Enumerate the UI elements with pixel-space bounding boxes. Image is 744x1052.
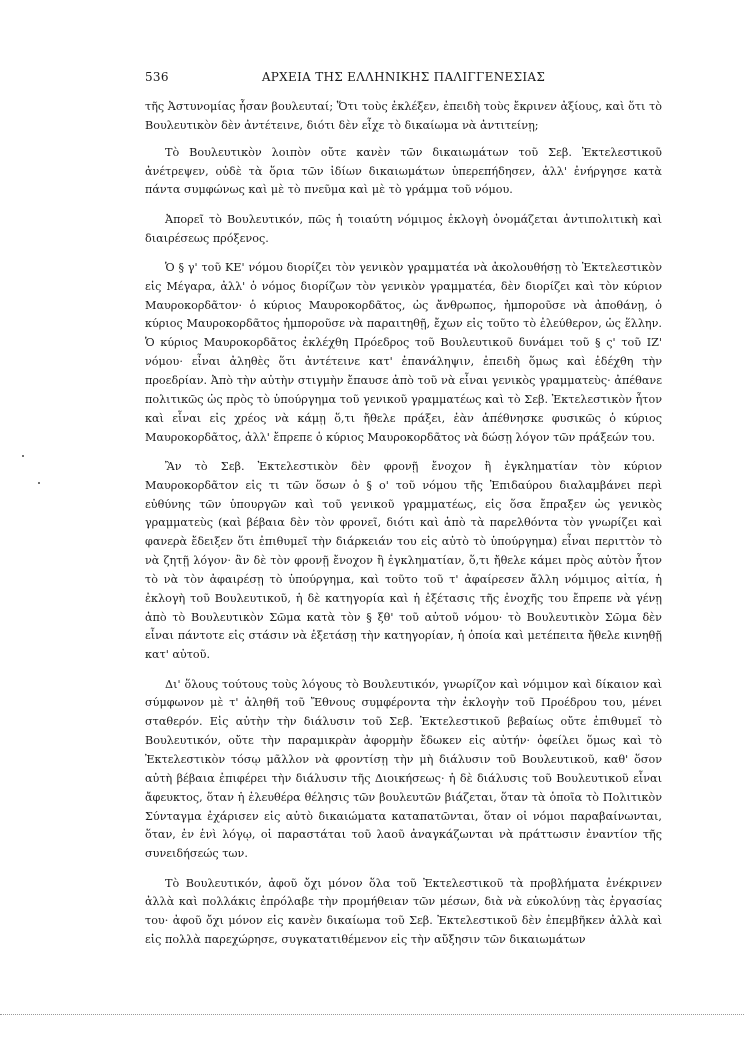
- paragraph-2: Τὸ Βουλευτικὸν λοιπὸν οὔτε κανὲν τῶν δικαιωμάτων τοῦ Σεβ. Ἐκτελεστικοῦ ἀνέτρεψεν, οὐδὲ τὰ ὅρια τῶν ἰδίων δικαιωμάτων ὑπερεπήδησεν, ἀλλ' ἐνήργησε κατὰ πάντα συμφώνως καὶ μὲ τὸ πνεῦμα καὶ μὲ τὸ γράμμα τοῦ νόμου.: [145, 145, 662, 197]
- paragraph-7: Τὸ Βουλευτικόν, ἀφοῦ ὄχι μόνον ὅλα τοῦ Ἐκτελεστικοῦ τὰ προβλήματα ἐνέκρινεν ἀλλὰ καὶ πολλάκις ἐπρόλαβε τὴν προμήθειαν τῶν μέσων, διὰ νὰ εὐκολύνῃ τὰς ἐργασίας του· ἀφοῦ ὄχι μόνον εἰς κανὲν δικαίωμα τοῦ Σεβ. Ἐκτελεστικοῦ δὲν ἐπεμβῆκεν ἀλλὰ καὶ εἰς πολλὰ παρεχώρησε, συγκατατιθέμενον εἰς τὴν αὔξησιν τῶν δικαιωμάτων: [145, 876, 662, 947]
- paragraph-6: Δι' ὅλους τούτους τοὺς λόγους τὸ Βουλευτικόν, γνωρίζον καὶ νόμιμον καὶ δίκαιον καὶ σύμφωνον μὲ τ' ἀληθῆ τοῦ Ἔθνους συμφέροντα τὴν ἐκλογὴν τοῦ Προέδρου του, μένει σταθερόν. Εἰς αὐτὴν τὴν διάλυσιν τοῦ Σεβ. Ἐκτελεστικοῦ βεβαίως οὔτε ἐπιθυμεῖ τὸ Βουλευτικόν, οὔτε τὴν παραμικρὰν ἀφορμὴν ἔδωκεν εἰς αὐτήν· ὀφείλει ὅμως καὶ τὸ Ἐκτελεστικὸν τόσῳ μᾶλλον νὰ φροντίσῃ τὴν μὴ διάλυσιν τοῦ Βουλευτικοῦ, καθ' ὅσον αὐτὴ βέβαια ἐπιφέρει τὴν διάλυσιν τῆς Διοικήσεως· ἡ δὲ διάλυσις τοῦ Βουλευτικοῦ εἶναι ἄφευκτος, ὅταν ἡ ἐλευθέρα θέλησις τῶν βουλευτῶν βιάζεται, ὅταν τὰ ὁποῖα τὸ Πολιτικὸν Σύνταγμα ἐχάρισεν εἰς αὐτὸ δικαιώματα καταπατῶνται, ὅταν οἱ νόμοι παραβαίνωνται, ὅταν, ἐν ἑνὶ λόγῳ, οἱ παραστάται τοῦ λαοῦ ἀναγκάζωνται νὰ πράττωσιν ἐναντίον τῆς συνειδήσεώς των.: [145, 677, 662, 861]
- running-title: ΑΡΧΕΙΑ ΤΗΣ ΕΛΛΗΝΙΚΗΣ ΠΑΛΙΓΓΕΝΕΣΙΑΣ: [261, 70, 546, 84]
- page-number: 536: [145, 70, 169, 84]
- paragraph-1: τῆς Ἀστυνομίας ἦσαν βουλευταί; Ὅτι τοὺς ἐκλέξεν, ἐπειδὴ τοὺς ἔκρινεν ἀξίους, καὶ ὅτι τὸ Βουλευτικὸν δὲν ἀντέτεινε, διότι δὲν εἶχε τὸ δικαίωμα νὰ ἀντιτείνῃ;: [145, 100, 662, 132]
- scan-speck: [38, 482, 40, 484]
- paragraph-4: Ὁ § γ' τοῦ ΚΕ' νόμου διορίζει τὸν γενικὸν γραμματέα νὰ ἀκολουθήσῃ τὸ Ἐκτελεστικὸν εἰς Μέγαρα, ἀλλ' ὁ νόμος διορίζων τὸν γενικὸν γραμματέα, δὲν διορίζει καὶ τὸν κύριον Μαυροκορδᾶτον· ὁ κύριος Μαυροκορδᾶτος, ὡς ἄνθρωπος, ἠμποροῦσε νὰ ἀποθάνῃ, ὁ κύριος Μαυροκορδᾶτος ἠμποροῦσε νὰ παραιτηθῇ, ἔχων εἰς τοῦτο τὸ ἐλεύθερον, ὡς ἕλλην. Ὁ κύριος Μαυροκορδᾶτος ἐκλέχθη Πρόεδρος τοῦ Βουλευτικοῦ δυνάμει τοῦ § ς' τοῦ ΙΖ' νόμου· εἶναι ἀληθὲς ὅτι ἀντέτεινε κατ' ἐπανάληψιν, ἐπειδὴ ὅμως καὶ ἐδέχθη τὴν προεδρίαν. Ἀπὸ τὴν αὐτὴν στιγμὴν ἔπαυσε ἀπὸ τοῦ νὰ εἶναι γενικὸς γραμματεὺς· ἀπέθανε πολιτικῶς ὡς πρὸς τὸ ὑπούργημα τοῦ γενικοῦ γραμματέως καὶ τὸ Σεβ. Ἐκτελεστικὸν ἦτον καὶ εἶναι εἰς χρέος νὰ κάμῃ ὅ,τι ἤθελε πράξει, ἐὰν ἀπέθνησκε φυσικῶς ὁ κύριος Μαυροκορδᾶτος, ἀλλ' ἔπρεπε ὁ κύριος Μαυροκορδᾶτος νὰ δώσῃ λόγον τῶν πράξεών του.: [145, 260, 662, 444]
- scan-speck: [22, 455, 24, 457]
- scan-edge-dotted-line: [0, 1014, 744, 1017]
- page-header: [145, 70, 662, 90]
- paragraph-3: Ἀπορεῖ τὸ Βουλευτικόν, πῶς ἡ τοιαύτη νόμιμος ἐκλογὴ ὀνομάζεται ἀντιπολιτικὴ καὶ διαιρέσεως πρόξενος.: [145, 212, 662, 245]
- paragraph-5: Ἂν τὸ Σεβ. Ἐκτελεστικὸν δὲν φρονῇ ἔνοχον ἢ ἐγκληματίαν τὸν κύριον Μαυροκορδᾶτον εἰς τι τῶν ὅσων ὁ § ο' τοῦ νόμου τῆς Ἐπιδαύρου διαλαμβάνει περὶ εὐθύνης τῶν ὑπουργῶν καὶ τοῦ γενικοῦ γραμματέως, εἰς ὅσα ἔπραξεν ὡς γενικὸς γραμματεὺς (καὶ βέβαια δὲν τὸν φρονεῖ, διότι καὶ ἀπὸ τὰ παρελθόντα τὸν γνωρίζει καὶ φανερὰ ἔδειξεν ὅτι ἐπιθυμεῖ τὴν διάρκειάν του εἰς αὐτὸ τὸ ὑπούργημα) εἶναι περιττὸν τὸ νὰ ζητῇ λόγον· ἂν δὲ τὸν φρονῇ ἔνοχον ἢ ἐγκληματίαν, ὅ,τι ἤθελε κάμει πρὸς αὐτὸν ἦτον τὸ νὰ τὸν ἀφαιρέσῃ τὸ ὑπούργημα, καὶ τοῦτο τοῦ τ' ἀφαίρεσεν ἄλλη νόμιμος αἰτία, ἡ ἐκλογὴ τοῦ Βουλευτικοῦ, ἡ δὲ κατηγορία καὶ ἡ ἐξέτασις τῆς ἐνοχῆς του ἔπρεπε νὰ γένῃ ἀπὸ τὸ Βουλευτικὸν Σῶμα κατὰ τὸν § ξθ' τοῦ αὐτοῦ νόμου· τὸ Βουλευτικὸν Σῶμα δὲν εἶναι πάντοτε εἰς στάσιν νὰ ἐξετάσῃ τὴν κατηγορίαν, ἡ ὁποία καὶ μετέπειτα ἤθελε κινηθῇ κατ' αὐτοῦ.: [145, 459, 662, 662]
- body-text: [145, 98, 662, 960]
